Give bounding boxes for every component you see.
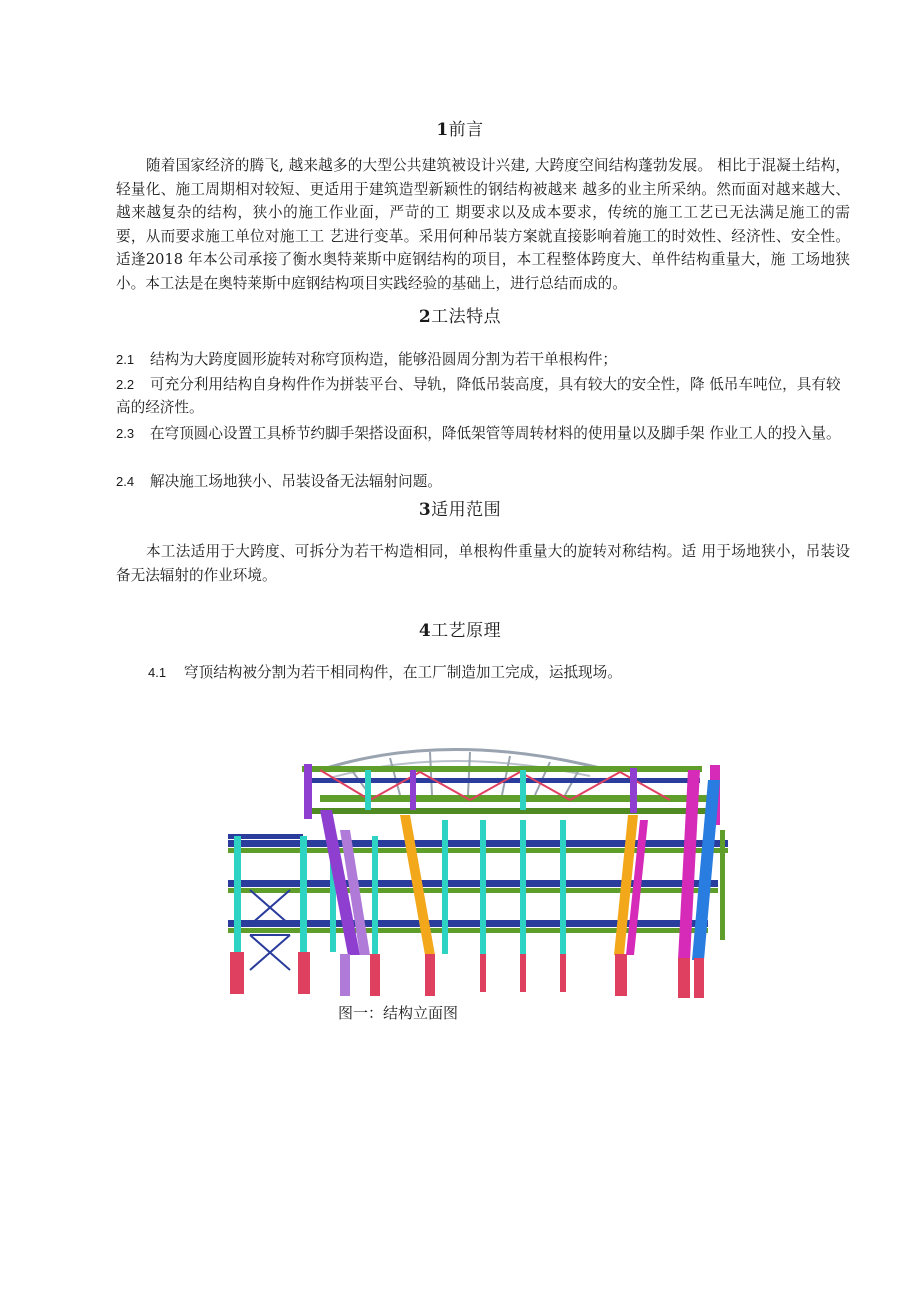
feature-item: 2.1 结构为大跨度圆形旋转对称穹顶构造，能够沿圆周分割为若干单根构件； xyxy=(116,351,618,368)
intro-paragraph: 随着国家经济的腾飞, 越来越多的大型公共建筑被设计兴建, 大跨度空间结构蓬勃发展。 相比于混凝土结构，轻量化、施工周期相对较短、更适用于建筑造型新颖性的钢结构被越来 越多的业主所采纳。然而面对越来越大、越来越复杂的结构，狭小的施工作业面，严苛的工 期要求以及成本要求，传统的施工工艺已无法满足施工的需要，从而要求施工单位对施工工 艺进行变革。采用何种吊装方案就直接影响着施工的时效性、经济性、安全性。适逢2018 年本公司承接了衡水奥特莱斯中庭钢结构的项目，本工程整体跨度大、单件结构重量大，施 工场地狭小。本工法是在奥特莱斯中庭钢结构项目实践经验的基础上，进行总结而成的。 xyxy=(116,157,850,292)
section-heading-2: 2工法特点 xyxy=(418,307,502,327)
figure-caption: 图一：结构立面图 xyxy=(338,1004,459,1022)
dome-truss xyxy=(320,749,600,795)
section-heading-4: 4工艺原理 xyxy=(418,621,502,641)
section-heading-1: 1前言 xyxy=(436,120,484,140)
scope-paragraph: 本工法适用于大跨度、可拆分为若干构造相同，单根构件重量大的旋转对称结构。适 用于场地狭小，吊装设备无法辐射的作业环境。 xyxy=(116,543,850,584)
feature-item: 2.2 可充分利用结构自身构件作为拼装平台、导轨，降低吊装高度，具有较大的安全性，降 低吊车吨位，具有较高的经济性。 xyxy=(116,376,841,416)
principle-item: 4.1 穹顶结构被分割为若干相同构件，在工厂制造加工完成，运抵现场。 xyxy=(148,664,622,681)
feature-item: 2.4 解决施工场地狭小、吊装设备无法辐射问题。 xyxy=(116,473,442,490)
structure-elevation-figure xyxy=(220,740,745,1002)
section-heading-3: 3适用范围 xyxy=(418,500,502,520)
roof-beams xyxy=(302,764,720,825)
column-bases xyxy=(230,952,704,998)
feature-item: 2.3 在穹顶圆心设置工具桥节约脚手架搭设面积，降低架管等周转材料的使用量以及脚手架 作业工人的投入量。 xyxy=(116,425,841,442)
